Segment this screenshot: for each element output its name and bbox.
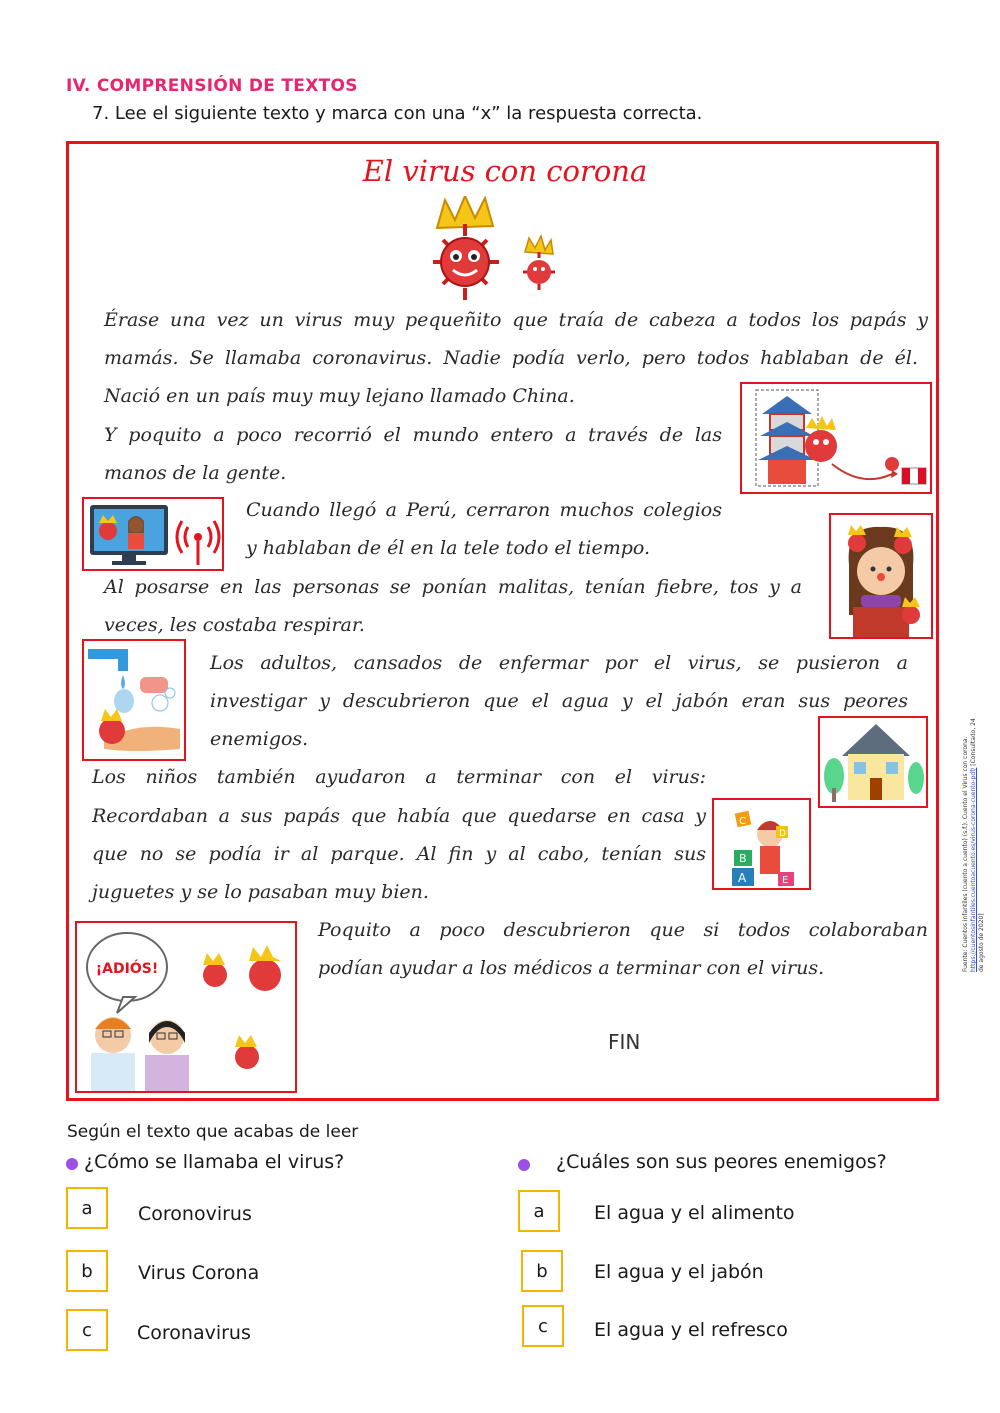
tv-news-image [82, 497, 224, 571]
block-letter: A [738, 871, 747, 885]
crowned-virus-illustration [425, 196, 565, 308]
story-line: Los adultos, cansados de enfermar por el virus, se pusieron a [210, 652, 908, 674]
story-line: podían ayudar a los médicos a terminar con el virus. [318, 957, 825, 979]
bullet-icon [518, 1159, 530, 1171]
option-text: El agua y el jabón [594, 1261, 764, 1283]
answer-box-q2-b[interactable]: b [521, 1250, 563, 1292]
option-text: El agua y el refresco [594, 1319, 788, 1341]
section-title: IV. COMPRENSIÓN DE TEXTOS [66, 76, 358, 96]
option-text: El agua y el alimento [594, 1202, 795, 1224]
story-end: FIN [608, 1030, 641, 1054]
story-line: Recordaban a sus papás que había que quedarse en casa y [92, 805, 706, 827]
story-line: mamás. Se llamaba coronavirus. Nadie podía verlo, pero todos hablaban de él. [104, 347, 918, 369]
child-blocks-image [712, 798, 811, 890]
story-line: investigar y descubrieron que el agua y el jabón eran sus peores [210, 690, 908, 712]
bullet-icon [66, 1158, 78, 1170]
block-letter: E [782, 875, 789, 886]
answer-box-q2-a[interactable]: a [518, 1190, 560, 1232]
story-line: juguetes y se lo pasaban muy bien. [92, 881, 429, 903]
story-title: El virus con corona [362, 154, 648, 188]
block-letter: D [779, 829, 786, 839]
block-letter: C [739, 816, 746, 827]
answer-box-q1-a[interactable]: a [66, 1187, 108, 1229]
story-line: enemigos. [210, 728, 309, 750]
credit-date: [Consultado, 24 de agosto de 2020] [970, 718, 985, 972]
story-line: Poquito a poco descubrieron que si todos colaboraban [318, 919, 928, 941]
credit-link[interactable]: https://cuentosinfantiles.cuentoacuento.es/virus-corona-cuento-pdf/ [970, 767, 977, 972]
answer-box-q1-b[interactable]: b [66, 1250, 108, 1292]
answer-box-q1-c[interactable]: c [66, 1309, 108, 1351]
sick-girl-image [829, 513, 933, 639]
story-line: Al posarse en las personas se ponían malitas, tenían fiebre, tos y a [104, 576, 802, 598]
story-line: Los niños también ayudaron a terminar con el virus: [92, 766, 706, 788]
question-2: ¿Cuáles son sus peores enemigos? [556, 1151, 887, 1173]
source-credit [958, 714, 998, 974]
adios-bubble-text: ¡ADIÓS! [95, 961, 159, 977]
option-text: Coronovirus [138, 1203, 252, 1225]
story-line: que no se podía ir al parque. Al fin y al cabo, tenían sus [92, 843, 706, 865]
story-line: veces, les costaba respirar. [104, 614, 365, 636]
story-line: y hablaban de él en la tele todo el tiempo. [246, 537, 651, 559]
credit-text: Fuente: Cuentos infantiles (cuento a cuento) (s.f.). Cuento el Virus con corona. [962, 736, 969, 972]
question-1: ¿Cómo se llamaba el virus? [84, 1151, 345, 1173]
story-line: Érase una vez un virus muy pequeñito que traía de cabeza a todos los papás y [104, 309, 928, 331]
option-text: Virus Corona [138, 1262, 260, 1284]
story-line: Cuando llegó a Perú, cerraron muchos colegios [246, 499, 722, 521]
block-letter: B [739, 852, 747, 865]
story-line: Y poquito a poco recorrió el mundo entero a través de las [104, 424, 722, 446]
doctors-goodbye-image [75, 921, 297, 1093]
answer-box-q2-c[interactable]: c [522, 1305, 564, 1347]
questions-intro: Según el texto que acabas de leer [67, 1122, 359, 1142]
pagoda-travel-image [740, 382, 932, 494]
handwashing-image [82, 639, 186, 761]
option-text: Coronavirus [137, 1322, 251, 1344]
story-line: manos de la gente. [104, 462, 287, 484]
instruction-text: 7. Lee el siguiente texto y marca con una “x” la respuesta correcta. [92, 103, 703, 124]
story-line: Nació en un país muy muy lejano llamado China. [104, 385, 575, 407]
house-image [818, 716, 928, 808]
